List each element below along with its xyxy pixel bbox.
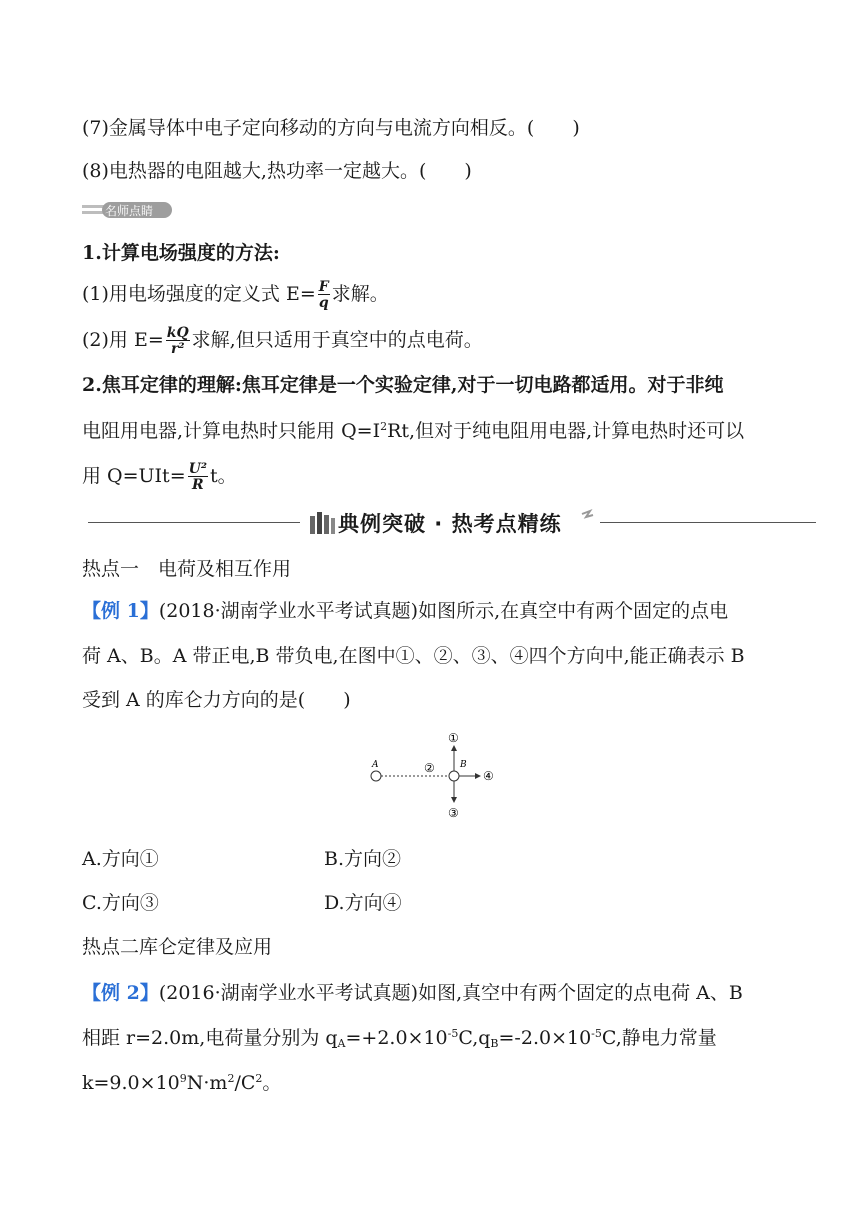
hotspot-1-title: 热点一 电荷及相互作用 — [82, 558, 292, 580]
example-2-tag: 【例 2】 — [82, 982, 159, 1004]
option-c: C.方向③ — [82, 892, 159, 914]
example-1-tag: 【例 1】 — [82, 600, 159, 622]
tip-point-2-line1: 2.焦耳定律的理解:焦耳定律是一个实验定律,对于一切电路都适用。对于非纯 — [82, 374, 724, 396]
banner-rule-right — [600, 522, 816, 523]
banner-rule-left — [88, 522, 300, 523]
option-b: B.方向② — [324, 848, 402, 870]
option-a: A.方向① — [82, 848, 159, 870]
charge-diagram — [362, 730, 502, 825]
fraction-f-over-q: $\frac{F}{q}$ — [318, 279, 329, 311]
fraction-kq-over-r2: $\frac{kQ}{\text{r²}}$ — [166, 325, 189, 357]
option-d: D.方向④ — [324, 892, 402, 914]
tip-point-2-line2: 电阻用电器,计算电热时只能用 $Q=I^2Rt$,但对于纯电阻用电器,计算电热时还可以 — [82, 420, 745, 442]
tip-tag-label: 名师点睛 — [105, 204, 154, 218]
diagram-label-3: ③ — [448, 806, 459, 820]
example-2-line2: 相距 r=2.0m,电荷量分别为 $q_A=+2.0\times 10^{-5}C,q_B=-2.0\times 10^{-5}C$,静电力常量 — [82, 1027, 717, 1050]
diagram-label-1: ① — [448, 731, 459, 745]
fraction-u2-over-r: $\frac{\text{U²}}{R}$ — [188, 461, 207, 493]
example-2-line3: $k=9.0\times 10^9N\cdot m^2/C^2$。 — [82, 1072, 282, 1094]
tip-point-1a: (1)用电场强度的定义式 E= $\frac{F}{q}$ 求解。 — [82, 279, 389, 311]
example-1-line2: 荷 A、B。A 带正电,B 带负电,在图中①、②、③、④四个方向中,能正确表示 B — [82, 645, 745, 667]
example-1-line3: 受到 A 的库仑力方向的是( ) — [82, 689, 351, 711]
tip-point-1: 1.计算电场强度的方法: — [82, 242, 280, 264]
example-1-line1: 【例 1】(2018·湖南学业水平考试真题)如图所示,在真空中有两个固定的点电 — [82, 600, 729, 622]
example-2-line1: 【例 2】(2016·湖南学业水平考试真题)如图,真空中有两个固定的点电荷 A、B — [82, 982, 743, 1004]
diagram-label-2: ② — [424, 761, 435, 775]
question-7: (7)金属导体中电子定向移动的方向与电流方向相反。( ) — [82, 117, 580, 139]
diagram-label-b: B — [460, 760, 467, 770]
diagram-label-a: A — [372, 760, 379, 770]
tip-point-1b: (2)用 E= $\frac{kQ}{\text{r²}}$ 求解,但只适用于真空中的点电荷。 — [82, 325, 483, 357]
tip-point-2-line3: 用 Q=UIt= $\frac{\text{U²}}{R}$ t。 — [82, 461, 237, 493]
diagram-label-4: ④ — [483, 769, 494, 783]
section-banner-title: 典例突破 · 热考点精练 — [338, 512, 562, 536]
question-8: (8)电热器的电阻越大,热功率一定越大。( ) — [82, 160, 472, 182]
hotspot-2-title: 热点二库仑定律及应用 — [82, 936, 273, 958]
